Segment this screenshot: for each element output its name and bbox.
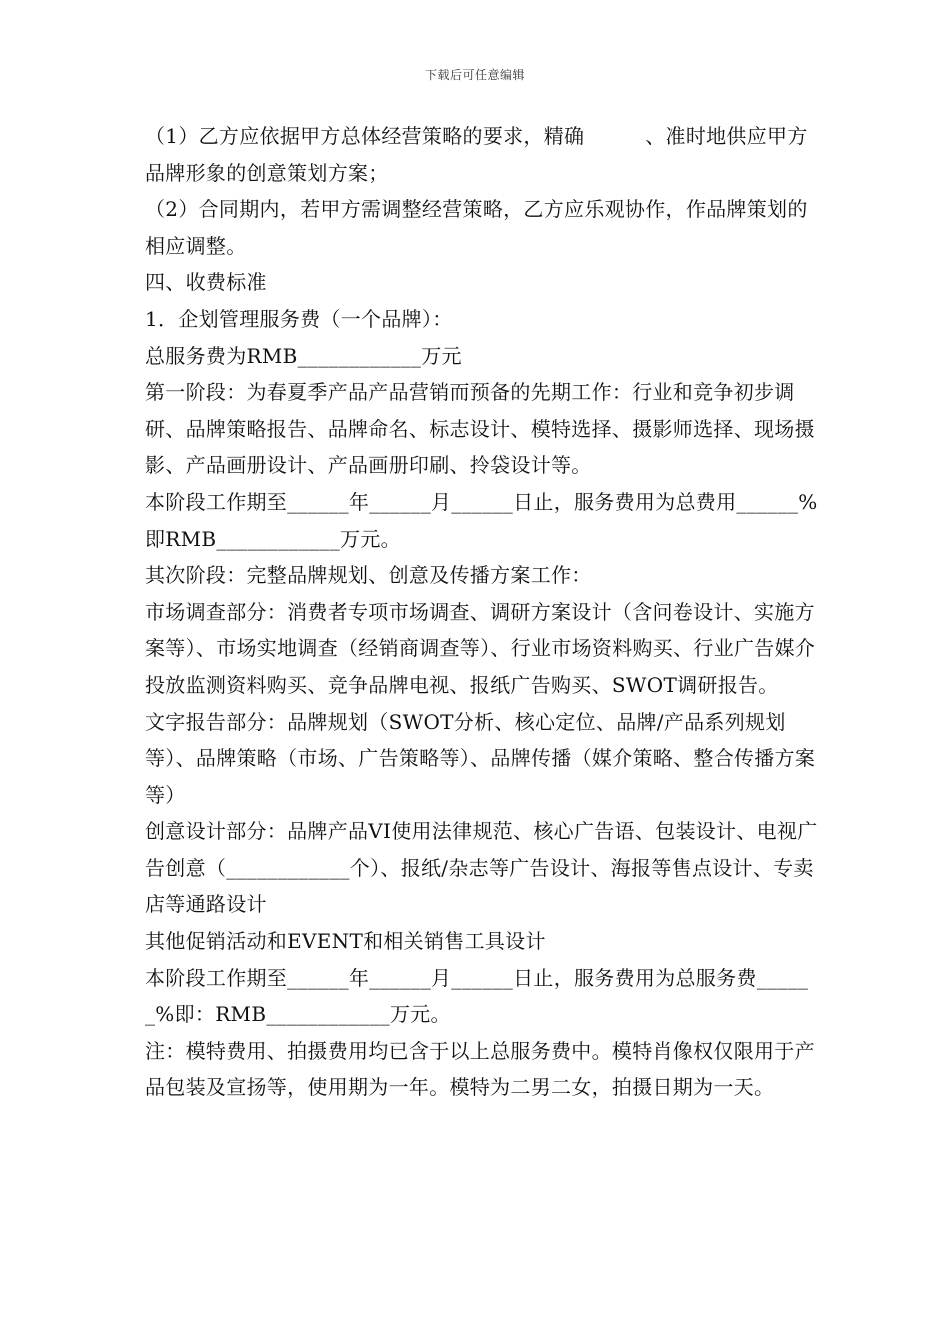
clause-paragraph-1: （1）乙方应依据甲方总体经营策略的要求，精确 、准时地供应甲方品牌形象的创意策划方案； <box>145 124 808 185</box>
section-heading-fees: 四、收费标准 <box>145 270 267 295</box>
market-research-paragraph: 市场调查部分：消费者专项市场调查、调研方案设计（含问卷设计、实施方案等）、市场实地调查（经销商调查等）、行业市场资料购买、行业广告媒介投放监测资料购买、竞争品牌电视、报纸广告购买、SWOT调研报告。 <box>145 599 816 697</box>
note-paragraph: 注：模特费用、拍摄费用均已含于以上总服务费中。模特肖像权仅限用于产品包装及宣扬等，使用期为一年。模特为二男二女，拍摄日期为一天。 <box>145 1038 815 1100</box>
subsection-heading-service-fee: 1．企划管理服务费（一个品牌）： <box>145 306 453 331</box>
creative-design-paragraph: 创意设计部分：品牌产品VI使用法律规范、核心广告语、包装设计、电视广告创意（____________个）、报纸/杂志等广告设计、海报等售点设计、专卖店等通路设计 <box>145 819 818 917</box>
phase-two-period-paragraph: 本阶段工作期至______年______月______日止，服务费用为总服务费______%即：RMB____________万元。 <box>145 965 809 1027</box>
phase-two-heading: 其次阶段：完整品牌规划、创意及传播方案工作： <box>145 563 592 588</box>
phase-one-period-paragraph: 本阶段工作期至______年______月______日止，服务费用为总费用______%即RMB____________万元。 <box>145 489 818 551</box>
total-fee-line: 总服务费为RMB____________万元 <box>145 343 462 368</box>
phase-one-paragraph: 第一阶段：为春夏季产品产品营销而预备的先期工作：行业和竞争初步调研、品牌策略报告、品牌命名、标志设计、模特选择、摄影师选择、现场摄影、产品画册设计、产品画册印刷、拎袋设计等。 <box>145 380 815 478</box>
text-report-paragraph: 文字报告部分：品牌规划（SWOT分析、核心定位、品牌/产品系列规划等）、品牌策略（市场、广告策略等）、品牌传播（媒介策略、整合传播方案等） <box>145 709 816 807</box>
clause-paragraph-2: （2）合同期内，若甲方需调整经营策略，乙方应乐观协作，作品牌策划的相应调整。 <box>145 197 808 258</box>
promotion-paragraph: 其他促销活动和EVENT和相关销售工具设计 <box>145 929 546 954</box>
page-header: 下载后可任意编辑 <box>424 68 525 82</box>
document-body <box>145 118 821 1106</box>
